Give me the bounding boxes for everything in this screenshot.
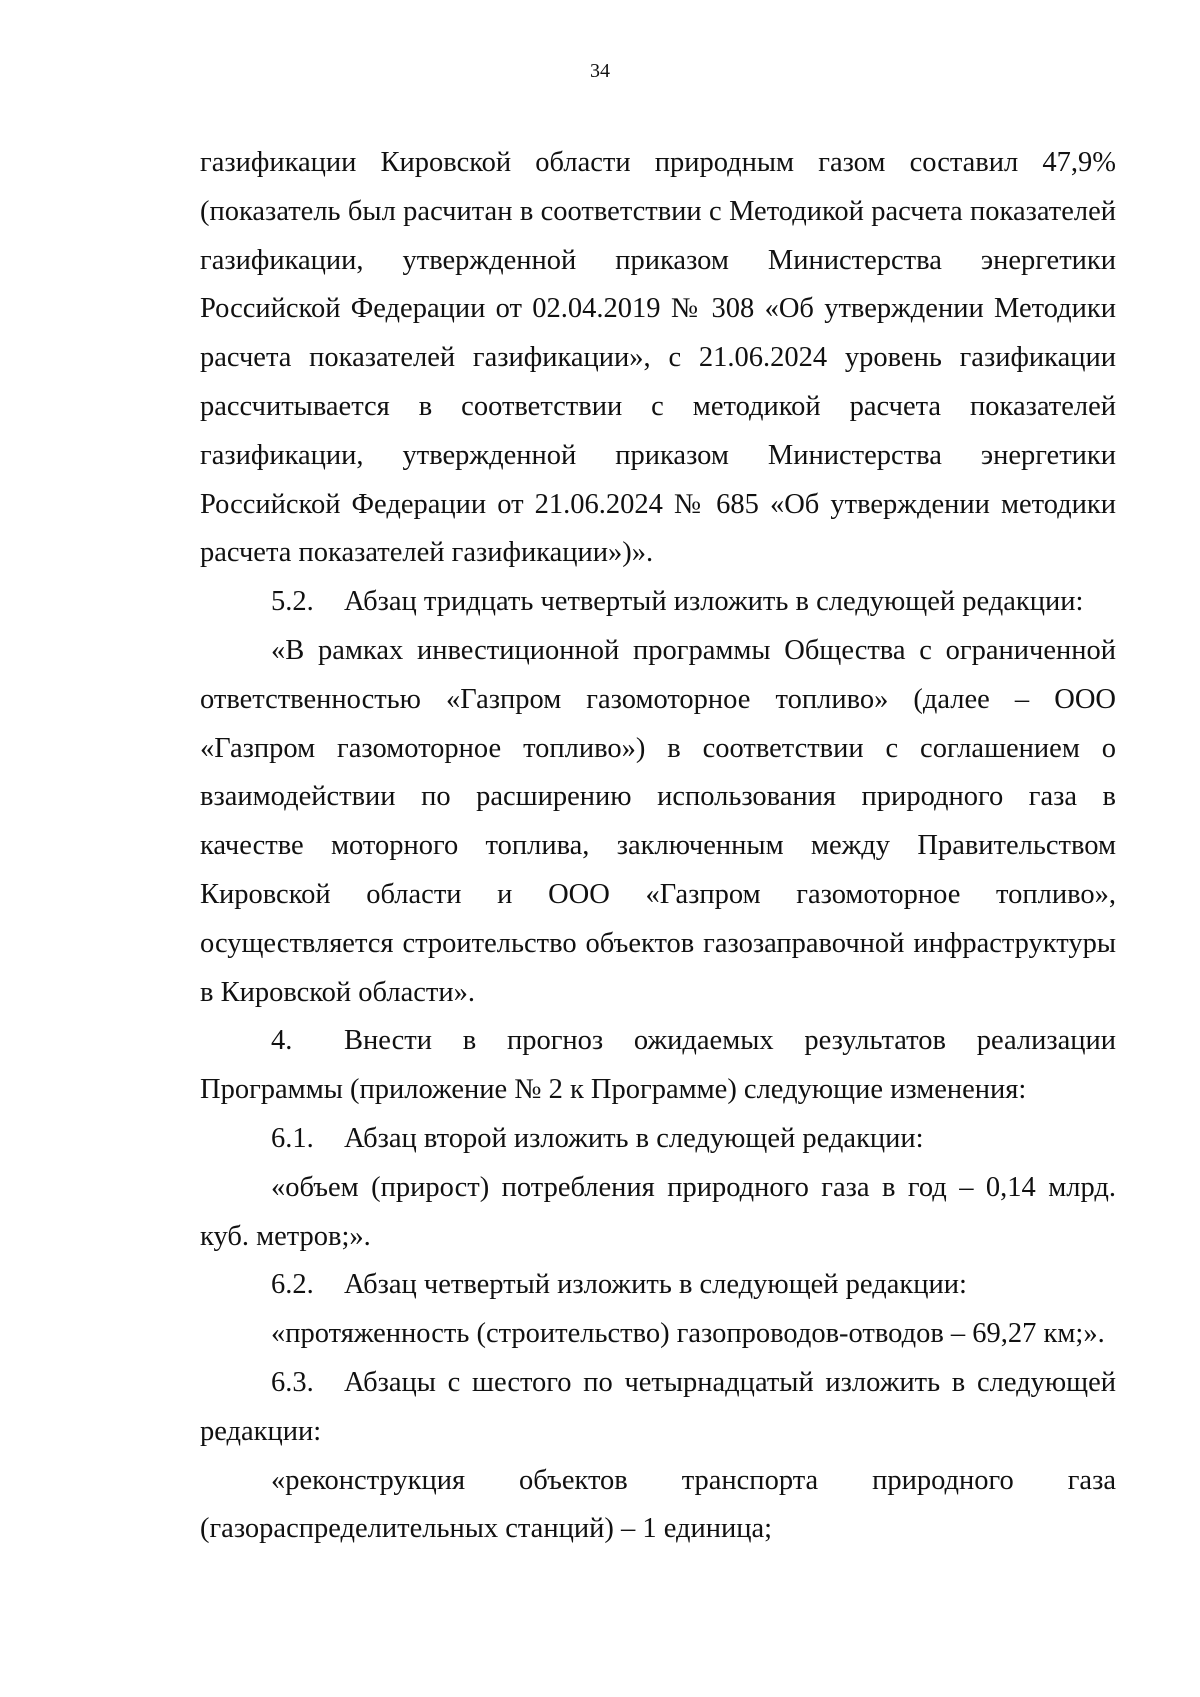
paragraph-item-4 (200, 1017, 1116, 1115)
item-text: Внести в прогноз ожидаемых результатов реализации Программы (приложение № 2 к Программе) следующие изменения: (200, 1025, 1116, 1106)
item-text: Абзац второй изложить в следующей редакции: (344, 1122, 924, 1154)
paragraph-item-6-3 (200, 1359, 1116, 1457)
paragraph-quote-investment-program: «В рамках инвестиционной программы Общества с ограниченной ответственностью «Газпром газомоторное топливо» (далее – ООО «Газпром газомоторное топливо») в соответствии с соглашением о взаимодействии по расширению использования природного газа в качестве моторного топлива, заключенным между Правительством Кировской области и ООО «Газпром газомоторное топливо», осуществляется строительство объектов газозаправочной инфраструктуры в Кировской области». (200, 634, 1116, 1008)
paragraph-item-5-2 (200, 578, 1116, 627)
item-number: 6.3. (271, 1366, 314, 1398)
page-number: 34 (590, 60, 610, 82)
paragraph-quote-reconstruction: «реконструкция объектов транспорта природного газа (газораспределительных станций) – 1 единица; (200, 1464, 1116, 1545)
item-number: 4. (271, 1025, 293, 1057)
item-number: 6.1. (271, 1122, 314, 1154)
document-body (200, 139, 1116, 1554)
paragraph-quote-pipeline-length: «протяженность (строительство) газопроводов-отводов – 69,27 км;». (271, 1318, 1105, 1350)
item-text: Абзацы с шестого по четырнадцатый изложить в следующей редакции: (200, 1366, 1116, 1447)
paragraph-continuation: газификации Кировской области природным газом составил 47,9% (показатель был расчитан в соответствии с Методикой расчета показателей газификации, утвержденной приказом Министерства энергетики Российской Федерации от 02.04.2019 № 308 «Об утверждении Методики расчета показателей газификации», с 21.06.2024 уровень газификации рассчитывается в соответствии с методикой расчета показателей газификации, утвержденной приказом Министерства энергетики Российской Федерации от 21.06.2024 № 685 «Об утверждении методики расчета показателей газификации»)». (200, 147, 1116, 569)
paragraph-item-6-1 (200, 1115, 1116, 1164)
item-text: Абзац тридцать четвертый изложить в следующей редакции: (344, 586, 1084, 618)
item-number: 5.2. (271, 586, 314, 618)
item-text: Абзац четвертый изложить в следующей редакции: (344, 1269, 967, 1301)
item-number: 6.2. (271, 1269, 314, 1301)
paragraph-quote-gas-consumption: «объем (прирост) потребления природного газа в год – 0,14 млрд. куб. метров;». (200, 1171, 1116, 1252)
paragraph-item-6-2 (200, 1261, 1116, 1310)
